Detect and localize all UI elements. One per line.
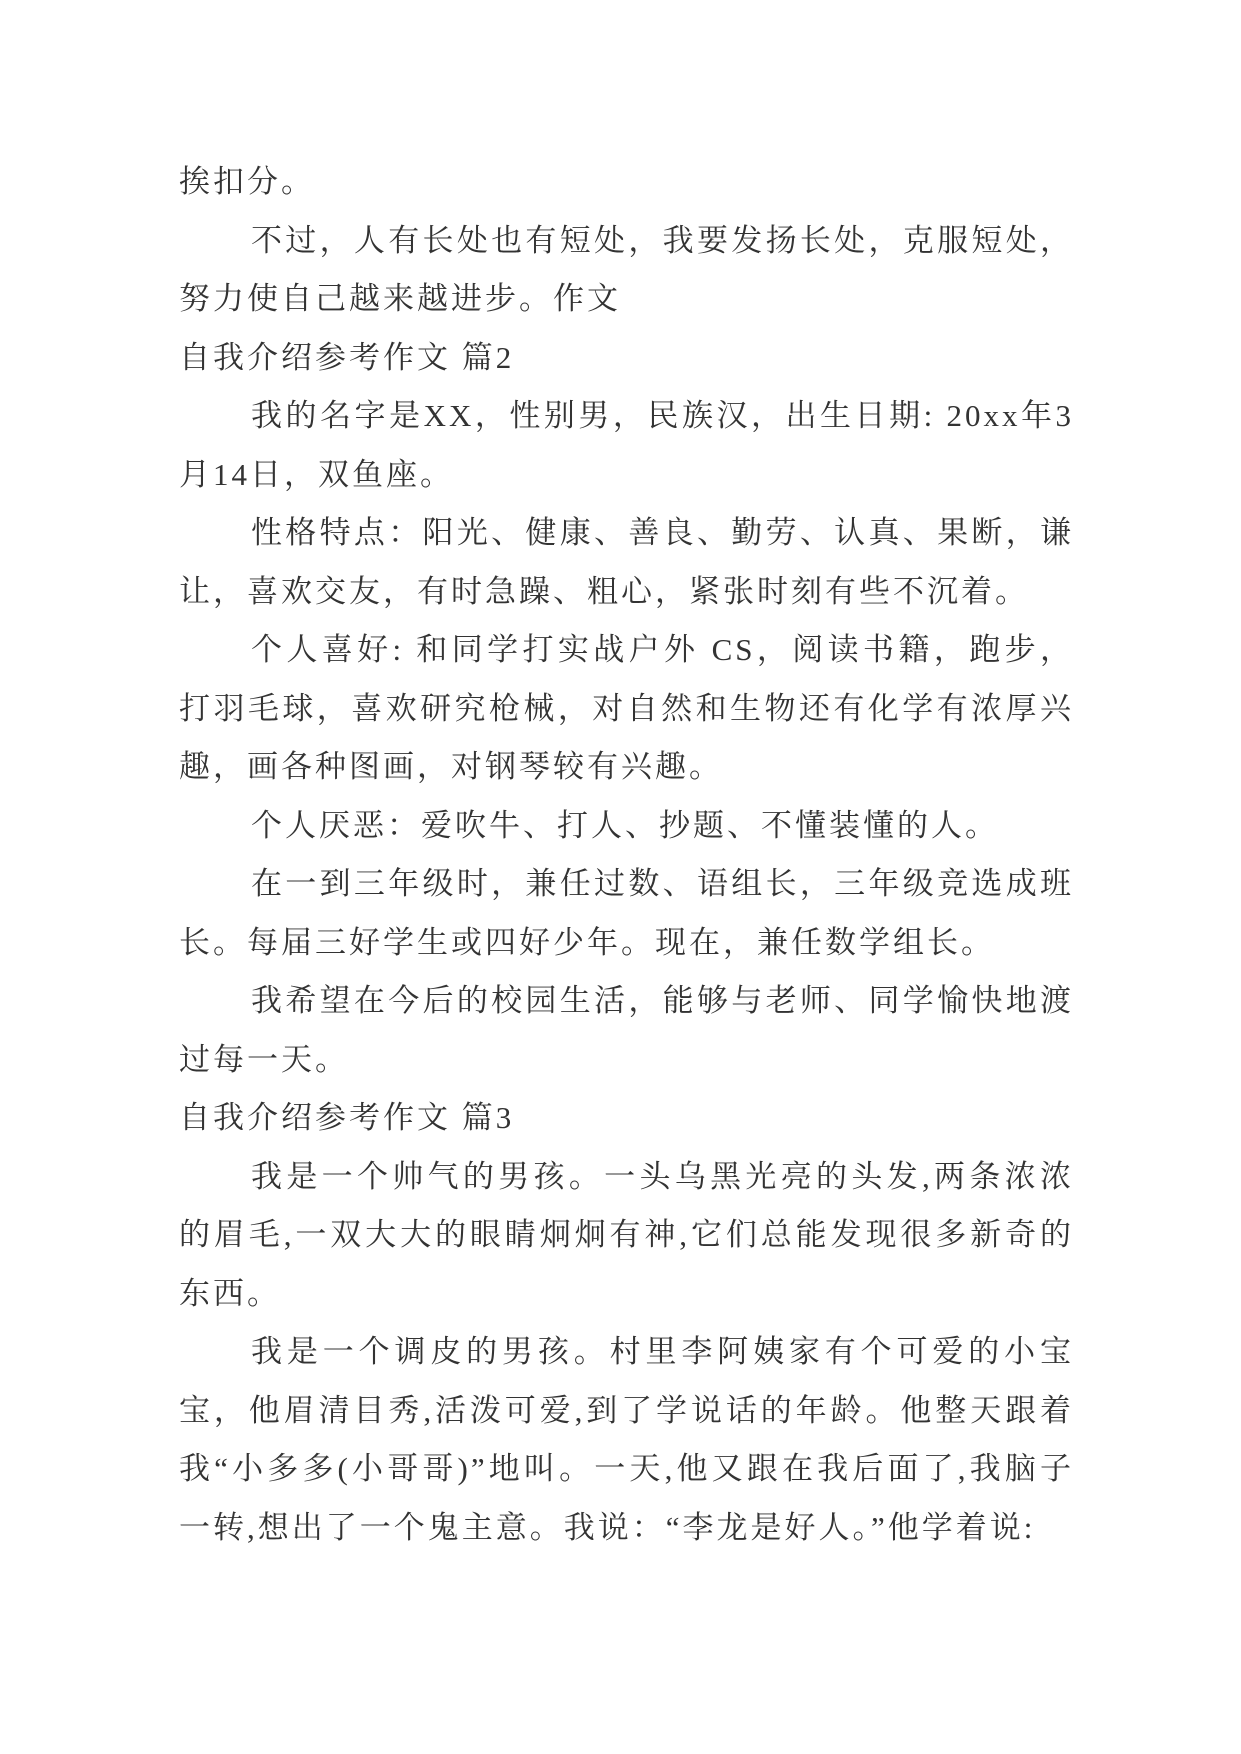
section-heading-essay-2: 自我介绍参考作文 篇2 — [179, 339, 515, 375]
paragraph: 在一到三年级时，兼任过数、语组长，三年级竞选成班长。每届三好学生或四好少年。现在，兼任数学组长。 — [179, 866, 1074, 960]
paragraph: 不过，人有长处也有短处，我要发扬长处，克服短处，努力使自己越来越进步。作文 — [179, 222, 1074, 316]
paragraph: 我希望在今后的校园生活，能够与老师、同学愉快地渡过每一天。 — [179, 983, 1074, 1077]
paragraph: 我是一个帅气的男孩。一头乌黑光亮的头发,两条浓浓的眉毛,一双大大的眼睛炯炯有神,它们总能发现很多新奇的东西。 — [179, 1158, 1074, 1311]
paragraph: 我是一个调皮的男孩。村里李阿姨家有个可爱的小宝宝，他眉清目秀,活泼可爱,到了学说话的年龄。他整天跟着我“小多多(小哥哥)”地叫。一天,他又跟在我后面了,我脑子一转,想出了一个鬼主意。我说：“李龙是好人。”他学着说: — [179, 1334, 1074, 1545]
paragraph: 个人厌恶：爱吹牛、打人、抄题、不懂装懂的人。 — [251, 807, 999, 843]
paragraph: 性格特点：阳光、健康、善良、勤劳、认真、果断，谦让，喜欢交友，有时急躁、粗心，紧张时刻有些不沉着。 — [179, 515, 1074, 609]
paragraph-continuation: 挨扣分。 — [179, 164, 315, 199]
section-heading-essay-3: 自我介绍参考作文 篇3 — [179, 1100, 515, 1135]
paragraph: 个人喜好: 和同学打实战户外 CS，阅读书籍，跑步，打羽毛球，喜欢研究枪械，对自然和生物还有化学有浓厚兴趣，画各种图画，对钢琴较有兴趣。 — [179, 632, 1074, 784]
paragraph: 我的名字是XX，性别男，民族汉，出生日期: 20xx年3月14日，双鱼座。 — [179, 398, 1074, 492]
